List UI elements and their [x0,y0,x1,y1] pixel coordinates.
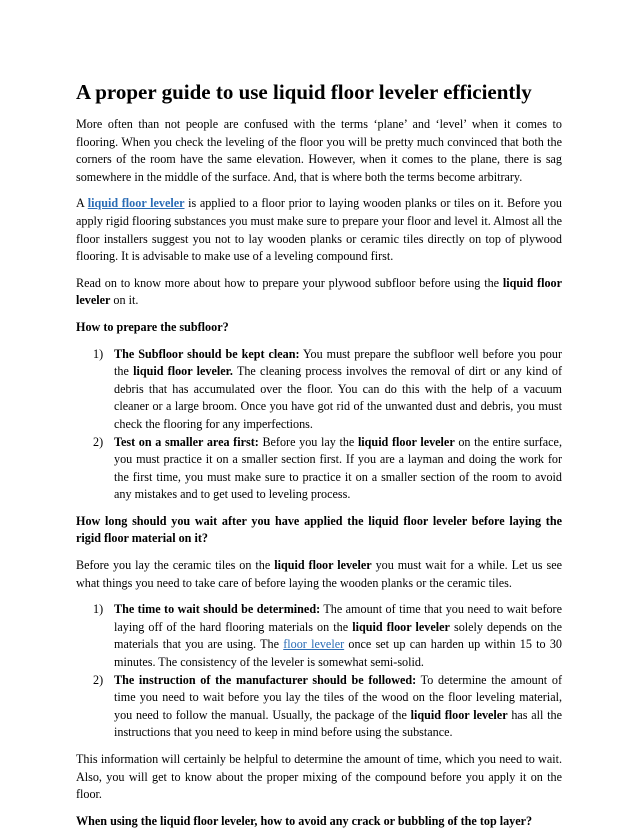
text: once set up can harden up within 15 to 30 minutes. The consistency of the leveler is somewhat semi-solid. [114,637,562,670]
bold-text: liquid floor leveler [410,707,508,722]
text: on it. [110,293,139,308]
text: The cleaning process involves the removal of dirt or any kind of debris that has accumulated over the floor. You can do this with the help of a vacuum cleaner or a large broom. Once you have got rid of the unwanted dust and debris, you must check the flooring for any imperfections. [114,364,562,431]
floor-leveler-link[interactable]: floor leveler [283,637,345,652]
list-number: 2) [93,672,104,687]
text: Before you lay the [258,434,358,449]
list-item [76,601,562,671]
bold-text: liquid floor leveler [357,434,455,449]
list-item [76,672,562,742]
bold-text: liquid floor leveler. [133,364,233,379]
list-number: 2) [93,434,104,449]
bold-text: Test on a smaller area first: [114,434,259,449]
paragraph-leveler-intro [76,195,562,265]
paragraph-information: This information will certainly be helpful to determine the amount of time, which you need to wait. Also, you will get to know about the proper mixing of the compound before you apply it on the floor. [76,752,562,802]
text: solely depends on the materials that you are using. The [114,619,562,652]
text: To determine the amount of time you need to wait before you lay the tiles of the wood on the floor leveling material, you need to follow the manual. Usually, the package of the [114,672,562,722]
page-title: A proper guide to use liquid floor leveler efficiently [76,80,532,104]
intro-paragraph: More often than not people are confused with the terms ‘plane’ and ‘level’ when it comes to flooring. When you check the leveling of the floor you will be pretty much convinced that both the corners of the room have the same elevation. However, when it comes to the plane, there is sag somewhere in the middle of the surface. And, that is where both the terms become arbitrary. [76,117,562,184]
bold-text: The instruction of the manufacturer should be followed: [114,672,417,687]
text: on the entire surface, you must practice it on a smaller section first. If you are a layman and doing the work for the first time, you must make sure to practice it on a smaller section of the room to avoid any mistakes and to get used to leveling process. [114,434,562,502]
list-number: 1) [93,346,104,361]
text: Read on to know more about how to prepare your plywood subfloor before using the [76,275,503,290]
list-number: 1) [93,602,104,617]
bold-text: liquid floor leveler [352,619,450,634]
list-item [76,434,562,504]
paragraph-read-on [76,275,562,310]
bold-text: The Subfloor should be kept clean: [114,346,300,361]
text: has all the instructions that you need to keep in mind before using the substance. [114,707,562,740]
text: A [76,196,88,211]
wait-steps-list [76,601,562,742]
section-heading-subfloor: How to prepare the subfloor? [76,319,229,334]
list-item [76,346,562,434]
text: The amount of time that you need to wait before laying off of the hard flooring materials on the [114,602,562,634]
text: is applied to a floor prior to laying wooden planks or tiles on it. Before you apply rigid flooring substances you must make sure to prepare your floor and level it. Almost all the floor installers suggest you not to lay wooden planks or ceramic tiles directly on top of plywood flooring. It is advisable to make use of a leveling compound first. [76,196,563,264]
subfloor-steps-list [76,346,562,504]
bold-text: The time to wait should be determined: [114,602,321,617]
bold-text: liquid floor leveler [274,558,372,573]
section-heading-crack: When using the liquid floor leveler, how to avoid any crack or bubbling of the top layer? [76,813,533,828]
section-heading-wait: How long should you wait after you have applied the liquid floor leveler before laying the rigid floor material on it? [76,513,562,546]
text: Before you lay the ceramic tiles on the [76,558,275,573]
text: you must wait for a while. Let us see what things you need to take care of before laying the wooden planks or the ceramic tiles. [76,558,562,590]
bold-text: liquid floor leveler [76,275,563,308]
text: You must prepare the subfloor well before you pour the [114,346,562,379]
paragraph-before-tiles [76,557,562,592]
liquid-floor-leveler-link[interactable]: liquid floor leveler [87,196,185,211]
